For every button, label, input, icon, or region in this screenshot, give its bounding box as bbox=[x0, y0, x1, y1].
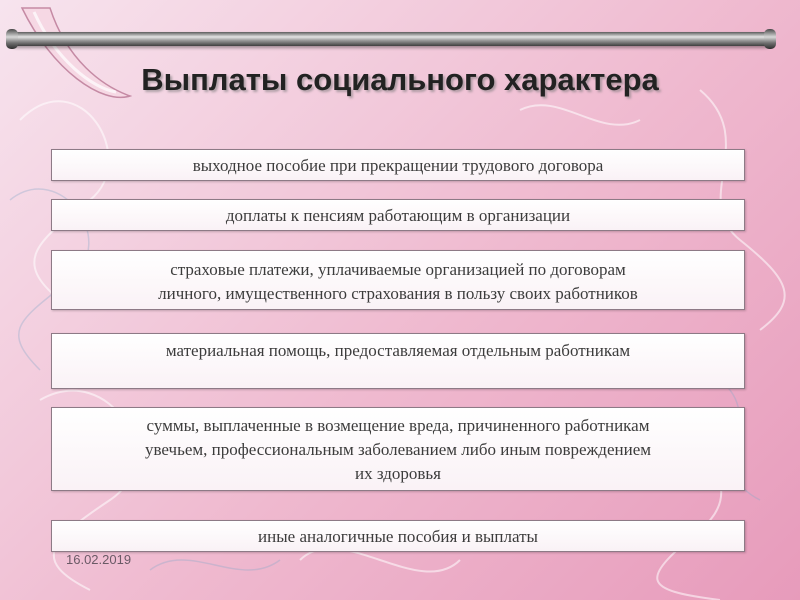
page-title: Выплаты социального характера bbox=[141, 62, 659, 97]
rod-cap-left bbox=[6, 29, 18, 49]
payment-item-insurance bbox=[51, 250, 745, 310]
payment-item-text: материальная помощь, предоставляемая отдельным работникам bbox=[165, 341, 631, 360]
payment-item-line: личного, имущественного страхования в пользу своих работников bbox=[158, 284, 638, 303]
rod-cap-right bbox=[764, 29, 776, 49]
payment-item-line: страховые платежи, уплачиваемые организацией по договорам bbox=[170, 260, 626, 279]
payment-item-damage-compensation bbox=[51, 407, 745, 491]
payment-item-line: увечьем, профессиональным заболеванием либо иным повреждением bbox=[144, 440, 651, 459]
payment-item-text: выходное пособие при прекращении трудового договора bbox=[192, 156, 604, 175]
payment-item-severance bbox=[51, 149, 745, 181]
payment-item-other bbox=[51, 520, 745, 552]
slide-date: 16.02.2019 bbox=[66, 552, 132, 567]
metal-rod bbox=[10, 32, 772, 46]
payment-item-text: доплаты к пенсиям работающим в организации bbox=[225, 206, 571, 225]
payment-item-material-aid bbox=[51, 333, 745, 389]
payment-item-line: суммы, выплаченные в возмещение вреда, причиненного работникам bbox=[146, 416, 650, 435]
payment-item-pension-supplement bbox=[51, 199, 745, 231]
payment-item-line: их здоровья bbox=[354, 464, 441, 483]
payment-item-text: иные аналогичные пособия и выплаты bbox=[258, 527, 538, 546]
